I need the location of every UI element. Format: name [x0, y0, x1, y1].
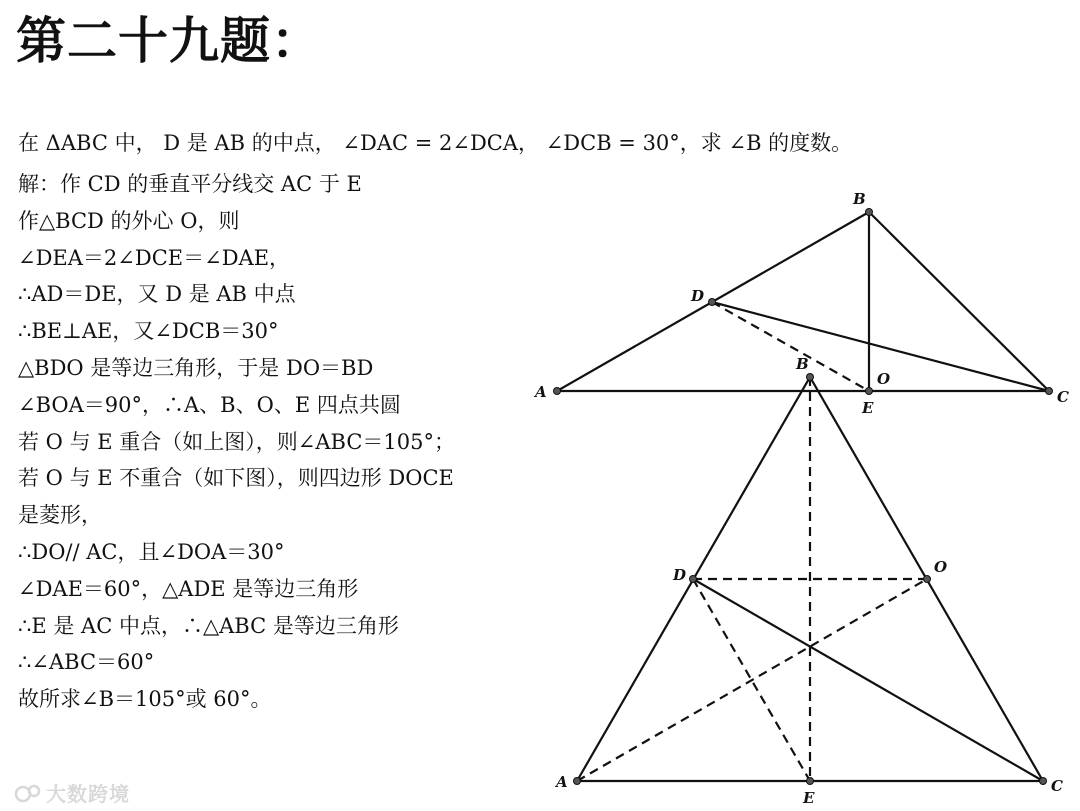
problem-title: 第二十九题：: [16, 12, 322, 70]
solution-line: ∴E 是 AC 中点，∴△ABC 是等边三角形: [18, 613, 399, 638]
point-a: [554, 388, 561, 395]
solution-line: △BDO 是等边三角形，于是 DO＝BD: [18, 355, 374, 380]
label-d: D: [691, 287, 705, 305]
label-c: C: [1051, 777, 1063, 795]
label-a: A: [556, 773, 568, 791]
point-e: [807, 778, 814, 785]
solution-line: 作△BCD 的外心 O，则: [18, 208, 240, 233]
solution-line: 故所求∠B＝105°或 60°。: [18, 687, 272, 712]
solution-line: 解：作 CD 的垂直平分线交 AC 于 E: [18, 172, 362, 196]
solution-line: ∴BE⊥AE，又∠DCB＝30°: [18, 319, 279, 344]
label-e: E: [862, 399, 874, 417]
solution-line: ∠BOA＝90°，∴A、B、O、E 四点共圆: [18, 392, 401, 417]
point-c: [1040, 778, 1047, 785]
figure-bottom: [554, 355, 1063, 807]
point-b: [866, 209, 873, 216]
segment-bc: [869, 212, 1049, 391]
solution-line: ∴∠ABC＝60°: [18, 650, 155, 675]
point-c: [1046, 388, 1053, 395]
figure-top: [533, 190, 1069, 417]
point-a: [574, 778, 581, 785]
segment-ao-dashed: [577, 579, 927, 781]
segment-dc: [693, 579, 1043, 781]
point-d: [709, 299, 716, 306]
label-b: B: [796, 355, 809, 373]
solution-line: ∠DEA＝2∠DCE＝∠DAE，: [18, 245, 291, 270]
label-c: C: [1057, 388, 1069, 406]
point-b: [807, 374, 814, 381]
label-d: D: [673, 566, 687, 584]
label-o: O: [877, 370, 891, 388]
label-b: B: [853, 190, 866, 208]
solution-line: ∴DO// AC，且∠DOA＝30°: [18, 539, 285, 564]
label-e: E: [803, 789, 815, 807]
solution-line: 若 O 与 E 不重合（如下图），则四边形 DOCE: [18, 466, 454, 491]
solution-line: 若 O 与 E 重合（如上图），则∠ABC＝105°；: [18, 429, 455, 454]
solution-line: ∴AD＝DE，又 D 是 AB 中点: [18, 282, 296, 307]
label-o: O: [934, 558, 948, 576]
solution-line: 是菱形，: [18, 503, 102, 528]
segment-de-dashed: [712, 302, 869, 391]
point-d: [690, 576, 697, 583]
problem-statement: 在 ΔABC 中， D 是 AB 的中点， ∠DAC = 2∠DCA， ∠DCB = 30°，求 ∠B 的度数。: [18, 131, 853, 155]
solution-line: ∠DAE＝60°，△ADE 是等边三角形: [18, 576, 359, 601]
point-e: [866, 388, 873, 395]
watermark: [14, 778, 130, 807]
point-o: [924, 576, 931, 583]
watermark-logo-icon: [14, 783, 42, 805]
watermark-text: 大数跨境: [46, 782, 130, 806]
label-a: A: [535, 383, 547, 401]
